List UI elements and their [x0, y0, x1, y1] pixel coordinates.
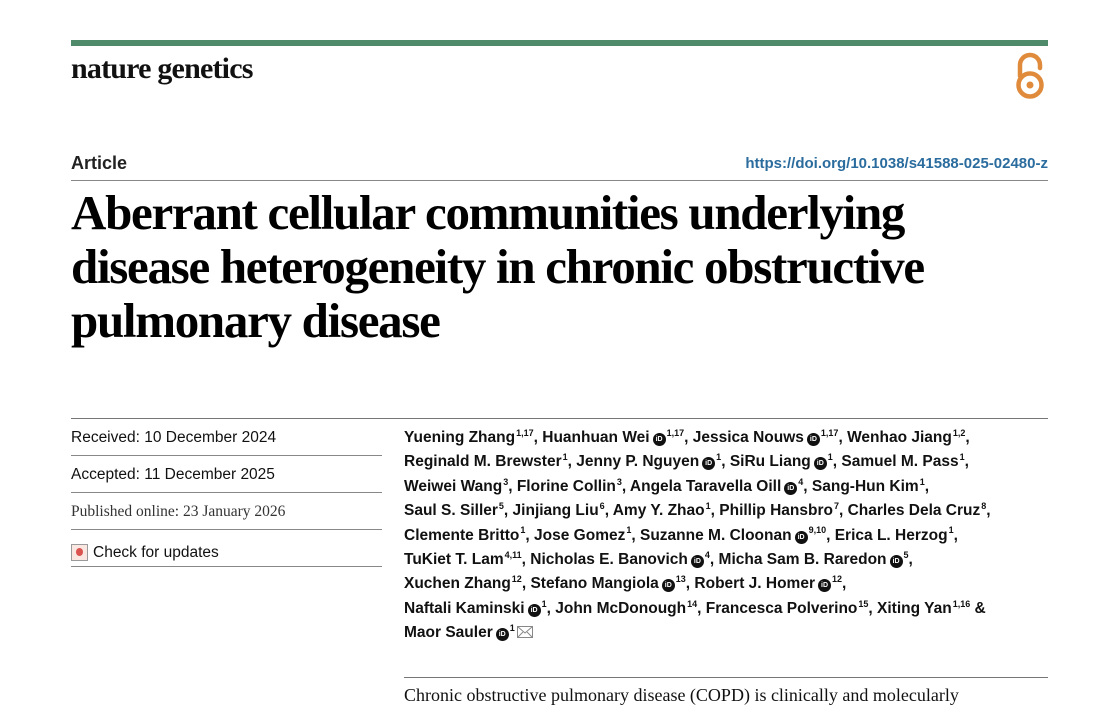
affiliation-superscript: 1 — [827, 452, 833, 463]
author-name-text: Xuchen Zhang — [404, 575, 511, 593]
author-name[interactable] — [719, 551, 909, 568]
author-name[interactable] — [404, 624, 533, 641]
author-name[interactable] — [517, 478, 622, 495]
affiliation-superscript: 12 — [832, 574, 843, 585]
affiliation-superscript: 12 — [511, 574, 522, 585]
doi-link[interactable]: https://doi.org/10.1038/s41588-025-02480-z — [745, 155, 1048, 172]
orcid-icon[interactable]: iD — [691, 555, 704, 568]
check-for-updates-label: Check for updates — [93, 543, 219, 561]
journal-name: nature genetics — [71, 52, 253, 85]
author-name[interactable] — [404, 575, 522, 592]
affiliation-superscript: 4 — [704, 549, 710, 560]
author-name[interactable] — [640, 527, 826, 544]
author-name[interactable] — [812, 478, 925, 495]
affiliation-superscript: 1 — [919, 476, 925, 487]
author-name-text: Angela Taravella Oill — [629, 477, 782, 495]
orcid-icon[interactable]: iD — [702, 457, 715, 470]
orcid-icon[interactable]: iD — [814, 457, 827, 470]
affiliation-superscript: 1,17 — [666, 427, 685, 438]
orcid-icon[interactable]: iD — [662, 579, 675, 592]
author-name[interactable] — [530, 551, 710, 568]
author-name-text: Jessica Nouws — [692, 429, 804, 446]
orcid-icon[interactable]: iD — [795, 531, 808, 544]
accepted-date: Accepted: 11 December 2025 — [71, 456, 382, 493]
affiliation-superscript: 3 — [616, 476, 622, 487]
orcid-icon[interactable]: iD — [528, 604, 541, 617]
affiliation-superscript: 1 — [509, 623, 515, 634]
affiliation-superscript: 1 — [959, 452, 965, 463]
check-for-updates-button[interactable] — [71, 530, 382, 567]
affiliation-superscript: 1 — [541, 598, 547, 609]
author-name[interactable] — [404, 429, 534, 446]
affiliation-superscript: 8 — [981, 501, 987, 512]
received-date: Received: 10 December 2024 — [71, 419, 382, 456]
affiliation-superscript: 6 — [599, 501, 605, 512]
author-name-text: Wenhao Jiang — [847, 429, 952, 446]
affiliation-superscript: 1 — [520, 525, 526, 536]
author-name[interactable] — [693, 429, 839, 446]
author-name-text: Sang-Hun Kim — [811, 477, 919, 495]
affiliation-superscript: 4,11 — [504, 549, 522, 560]
author-name-text: Micha Sam B. Raredon — [718, 551, 887, 569]
abstract-text: Chronic obstructive pulmonary disease (COPD) is clinically and molecularly — [404, 685, 959, 705]
affiliation-superscript: 9,10 — [808, 525, 827, 536]
author-name-text: Samuel M. Pass — [841, 453, 959, 471]
author-name-text: John McDonough — [555, 599, 687, 617]
affiliation-superscript: 1 — [626, 525, 632, 536]
author-name[interactable] — [530, 575, 685, 592]
author-name-text: Clemente Britto — [404, 526, 520, 544]
affiliation-superscript: 1,2 — [952, 427, 966, 438]
orcid-icon[interactable]: iD — [807, 433, 820, 446]
author-name-text: Phillip Hansbro — [719, 502, 833, 520]
author-name-text: Naftali Kaminski — [404, 599, 525, 617]
author-name-text: Reginald M. Brewster — [404, 453, 562, 471]
author-name[interactable] — [404, 502, 504, 519]
author-name[interactable] — [513, 502, 605, 519]
author-name[interactable] — [848, 502, 987, 519]
author-name[interactable] — [404, 551, 522, 568]
affiliation-superscript: 1 — [948, 525, 954, 536]
open-access-icon — [1012, 52, 1048, 100]
author-name[interactable] — [877, 600, 970, 617]
article-type: Article — [71, 153, 128, 173]
author-name-text: Suzanne M. Cloonan — [640, 526, 792, 544]
orcid-icon[interactable]: iD — [496, 628, 509, 641]
author-name-text: Nicholas E. Banovich — [530, 551, 688, 569]
author-name[interactable] — [706, 600, 869, 617]
author-name[interactable] — [719, 502, 839, 519]
orcid-icon[interactable]: iD — [653, 433, 666, 446]
affiliation-superscript: 1,16 — [952, 598, 971, 609]
author-name[interactable] — [630, 478, 803, 495]
author-name-text: Saul S. Siller — [404, 502, 498, 520]
author-name-text: Xiting Yan — [877, 599, 952, 617]
author-name-text: Huanhuan Wei — [542, 429, 650, 446]
affiliation-superscript: 14 — [687, 598, 698, 609]
journal-accent-bar — [71, 40, 1048, 46]
affiliation-superscript: 5 — [903, 549, 909, 560]
author-name-text: Charles Dela Cruz — [847, 502, 981, 520]
affiliation-superscript: 4 — [798, 476, 804, 487]
author-name[interactable] — [534, 527, 631, 544]
author-name[interactable] — [555, 600, 697, 617]
author-name-text: Weiwei Wang — [404, 477, 503, 495]
affiliation-superscript: 1,17 — [820, 427, 839, 438]
author-name-text: Jinjiang Liu — [512, 502, 599, 520]
author-name[interactable] — [835, 527, 954, 544]
article-title: Aberrant cellular communities underlying disease heterogeneity in chronic obstructive pulmonary disease — [71, 185, 924, 348]
mail-icon[interactable] — [517, 626, 533, 638]
author-name-text: Erica L. Herzog — [834, 526, 948, 544]
author-name-text: Jenny P. Nguyen — [576, 453, 700, 471]
author-name-text: Francesca Polverino — [705, 599, 858, 617]
orcid-icon[interactable]: iD — [890, 555, 903, 568]
author-name[interactable] — [404, 478, 508, 495]
author-name[interactable] — [404, 527, 525, 544]
author-name-text: Maor Sauler — [404, 624, 493, 642]
author-name[interactable] — [847, 429, 965, 446]
author-name-text: Stefano Mangiola — [530, 575, 659, 593]
divider — [71, 180, 1048, 181]
author-name[interactable] — [542, 429, 684, 446]
affiliation-superscript: 1 — [705, 501, 711, 512]
author-name[interactable] — [613, 502, 711, 519]
author-list: Yuening Zhang$^{1,17}$, Huanhuan Wei iD$^{1,17}$, Jessica Nouws iD$^{1,17}$, Wenhao Jiang$^{1,2}$, Reginald M. Brewster$^1$, Jenny P. Nguyen $iD^1$, SiRu Liang $iD^1$, Samuel M. Pass$^1$, Weiwei Wang$^3$, Florine Collin$^3$, Angela Taravella Oill $iD^4$, Sang-Hun Kim$^1$, Saul S. Siller$^5$, Jinjiang Liu$^6$, Amy Y. Zhao$^1$, Phillip Hansbro$^7$, Charles Dela Cruz$^8$, Clemente Britto$^1$, Jose Gomez$^1$, Suzanne M. Cloonan iD$^{9,10}$, Erica L. Herzog$^1$, TuKiet T. Lam$^{4,11}$, Nicholas E. Banovich $iD^4$, Micha Sam B. Raredon $iD^5$, Xuchen Zhang$^{12}$, Stefano Mangiola $iD^{13}$, Robert J. Homer $iD^{12}$, Naftali Kaminski $iD^1$, John McDonough$^{14}$, Francesca Polverino$^{15}$, Xiting Yan$^{1,16}$ & Maor Sauler $iD^1$ — [404, 427, 991, 642]
check-for-updates-icon — [71, 544, 88, 561]
orcid-icon[interactable]: iD — [818, 579, 831, 592]
author-name-text: Amy Y. Zhao — [612, 502, 705, 520]
divider — [404, 677, 1048, 678]
author-name-text: TuKiet T. Lam — [404, 551, 504, 569]
author-name-text: Jose Gomez — [534, 526, 626, 544]
author-name[interactable] — [404, 453, 568, 470]
author-name[interactable] — [841, 453, 964, 470]
author-name[interactable] — [694, 575, 842, 592]
affiliation-superscript: 3 — [503, 476, 509, 487]
author-name-text: Robert J. Homer — [694, 575, 815, 593]
author-name[interactable] — [576, 453, 721, 470]
published-date: Published online: 23 January 2026 — [71, 493, 382, 530]
orcid-icon[interactable]: iD — [784, 482, 797, 495]
affiliation-superscript: 15 — [858, 598, 869, 609]
affiliation-superscript: 13 — [675, 574, 686, 585]
affiliation-superscript: 1 — [562, 452, 568, 463]
author-name[interactable] — [404, 600, 547, 617]
author-name[interactable] — [730, 453, 833, 470]
affiliation-superscript: 7 — [833, 501, 839, 512]
affiliation-superscript: 1,17 — [516, 427, 534, 438]
affiliation-superscript: 1 — [716, 452, 722, 463]
author-name-text: Yuening Zhang — [404, 429, 516, 446]
author-name-text: Florine Collin — [516, 477, 616, 495]
author-name-text: SiRu Liang — [729, 453, 811, 471]
affiliation-superscript: 5 — [498, 501, 504, 512]
article-dates — [71, 419, 382, 567]
